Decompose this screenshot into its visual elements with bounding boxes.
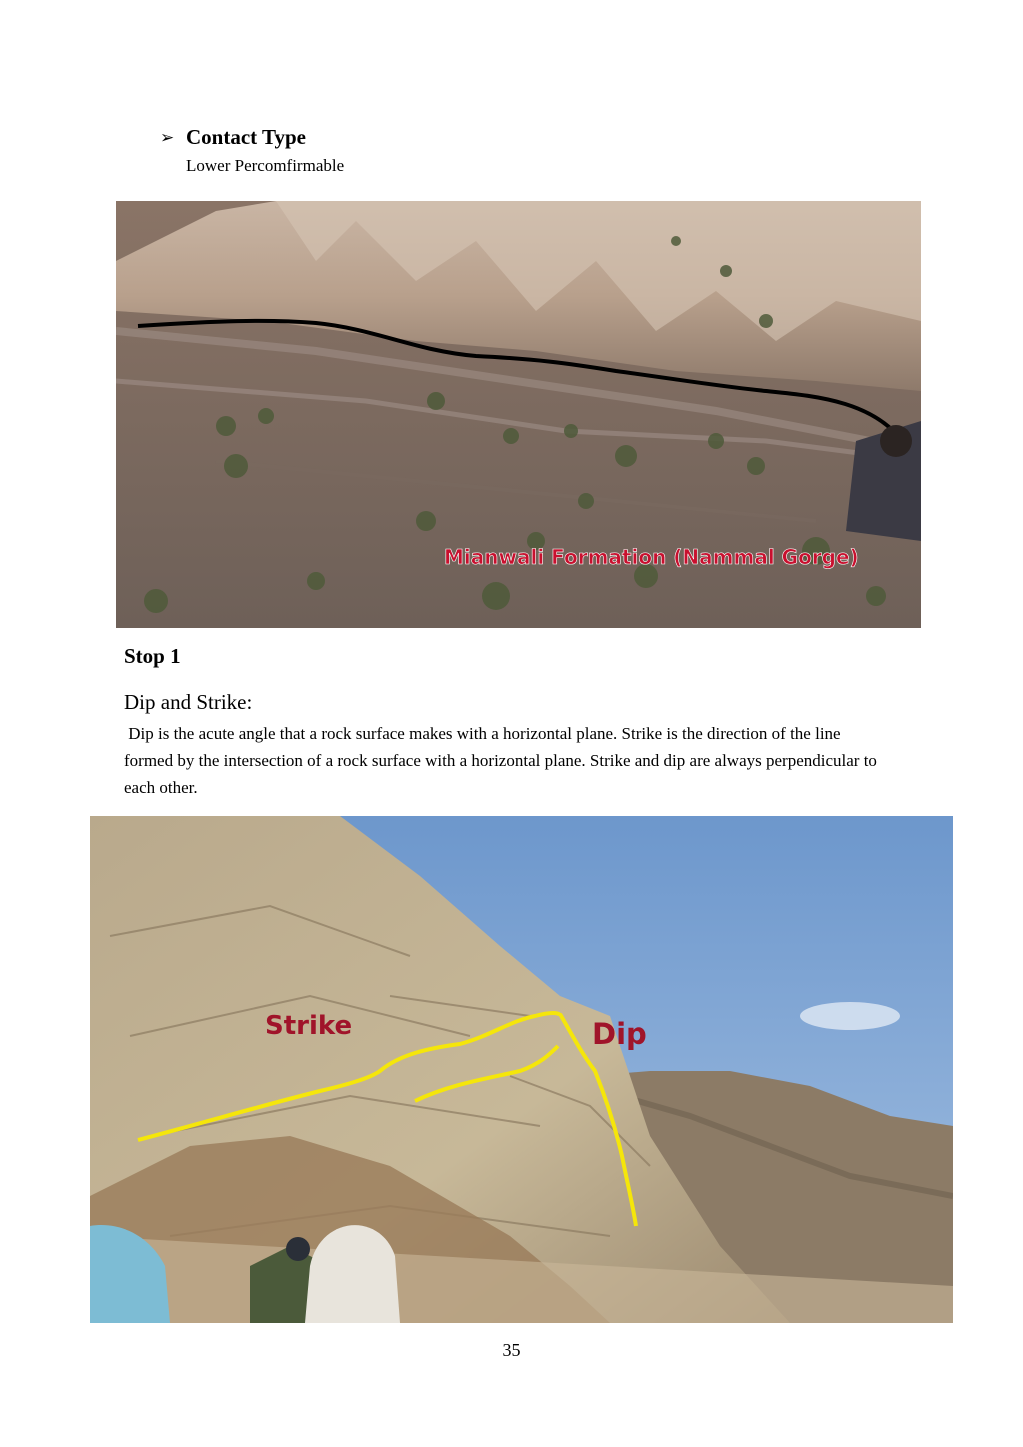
dip-strike-paragraph: Dip is the acute angle that a rock surface makes with a horizontal plane. Strike is the direction of the line formed by the intersection of a rock surface with a horizontal plane. Strike and dip are always perpendicular to each other. [124, 724, 882, 797]
strike-label: Strike [265, 1011, 353, 1041]
contact-type-value: Lower Percomfirmable [186, 156, 345, 175]
dip-strike-photo [90, 816, 953, 1323]
mianwali-formation-photo [116, 201, 921, 628]
page-number: 35 [502, 1340, 521, 1360]
arrowhead-bullet-icon: ➢ [160, 128, 175, 148]
photo1-caption: Mianwali Formation (Nammal Gorge) [444, 545, 859, 569]
dip-strike-heading: Dip and Strike: [124, 690, 253, 714]
dip-label: Dip [592, 1017, 647, 1051]
section-heading: Contact Type [186, 125, 306, 149]
stop-title: Stop 1 [124, 644, 181, 668]
